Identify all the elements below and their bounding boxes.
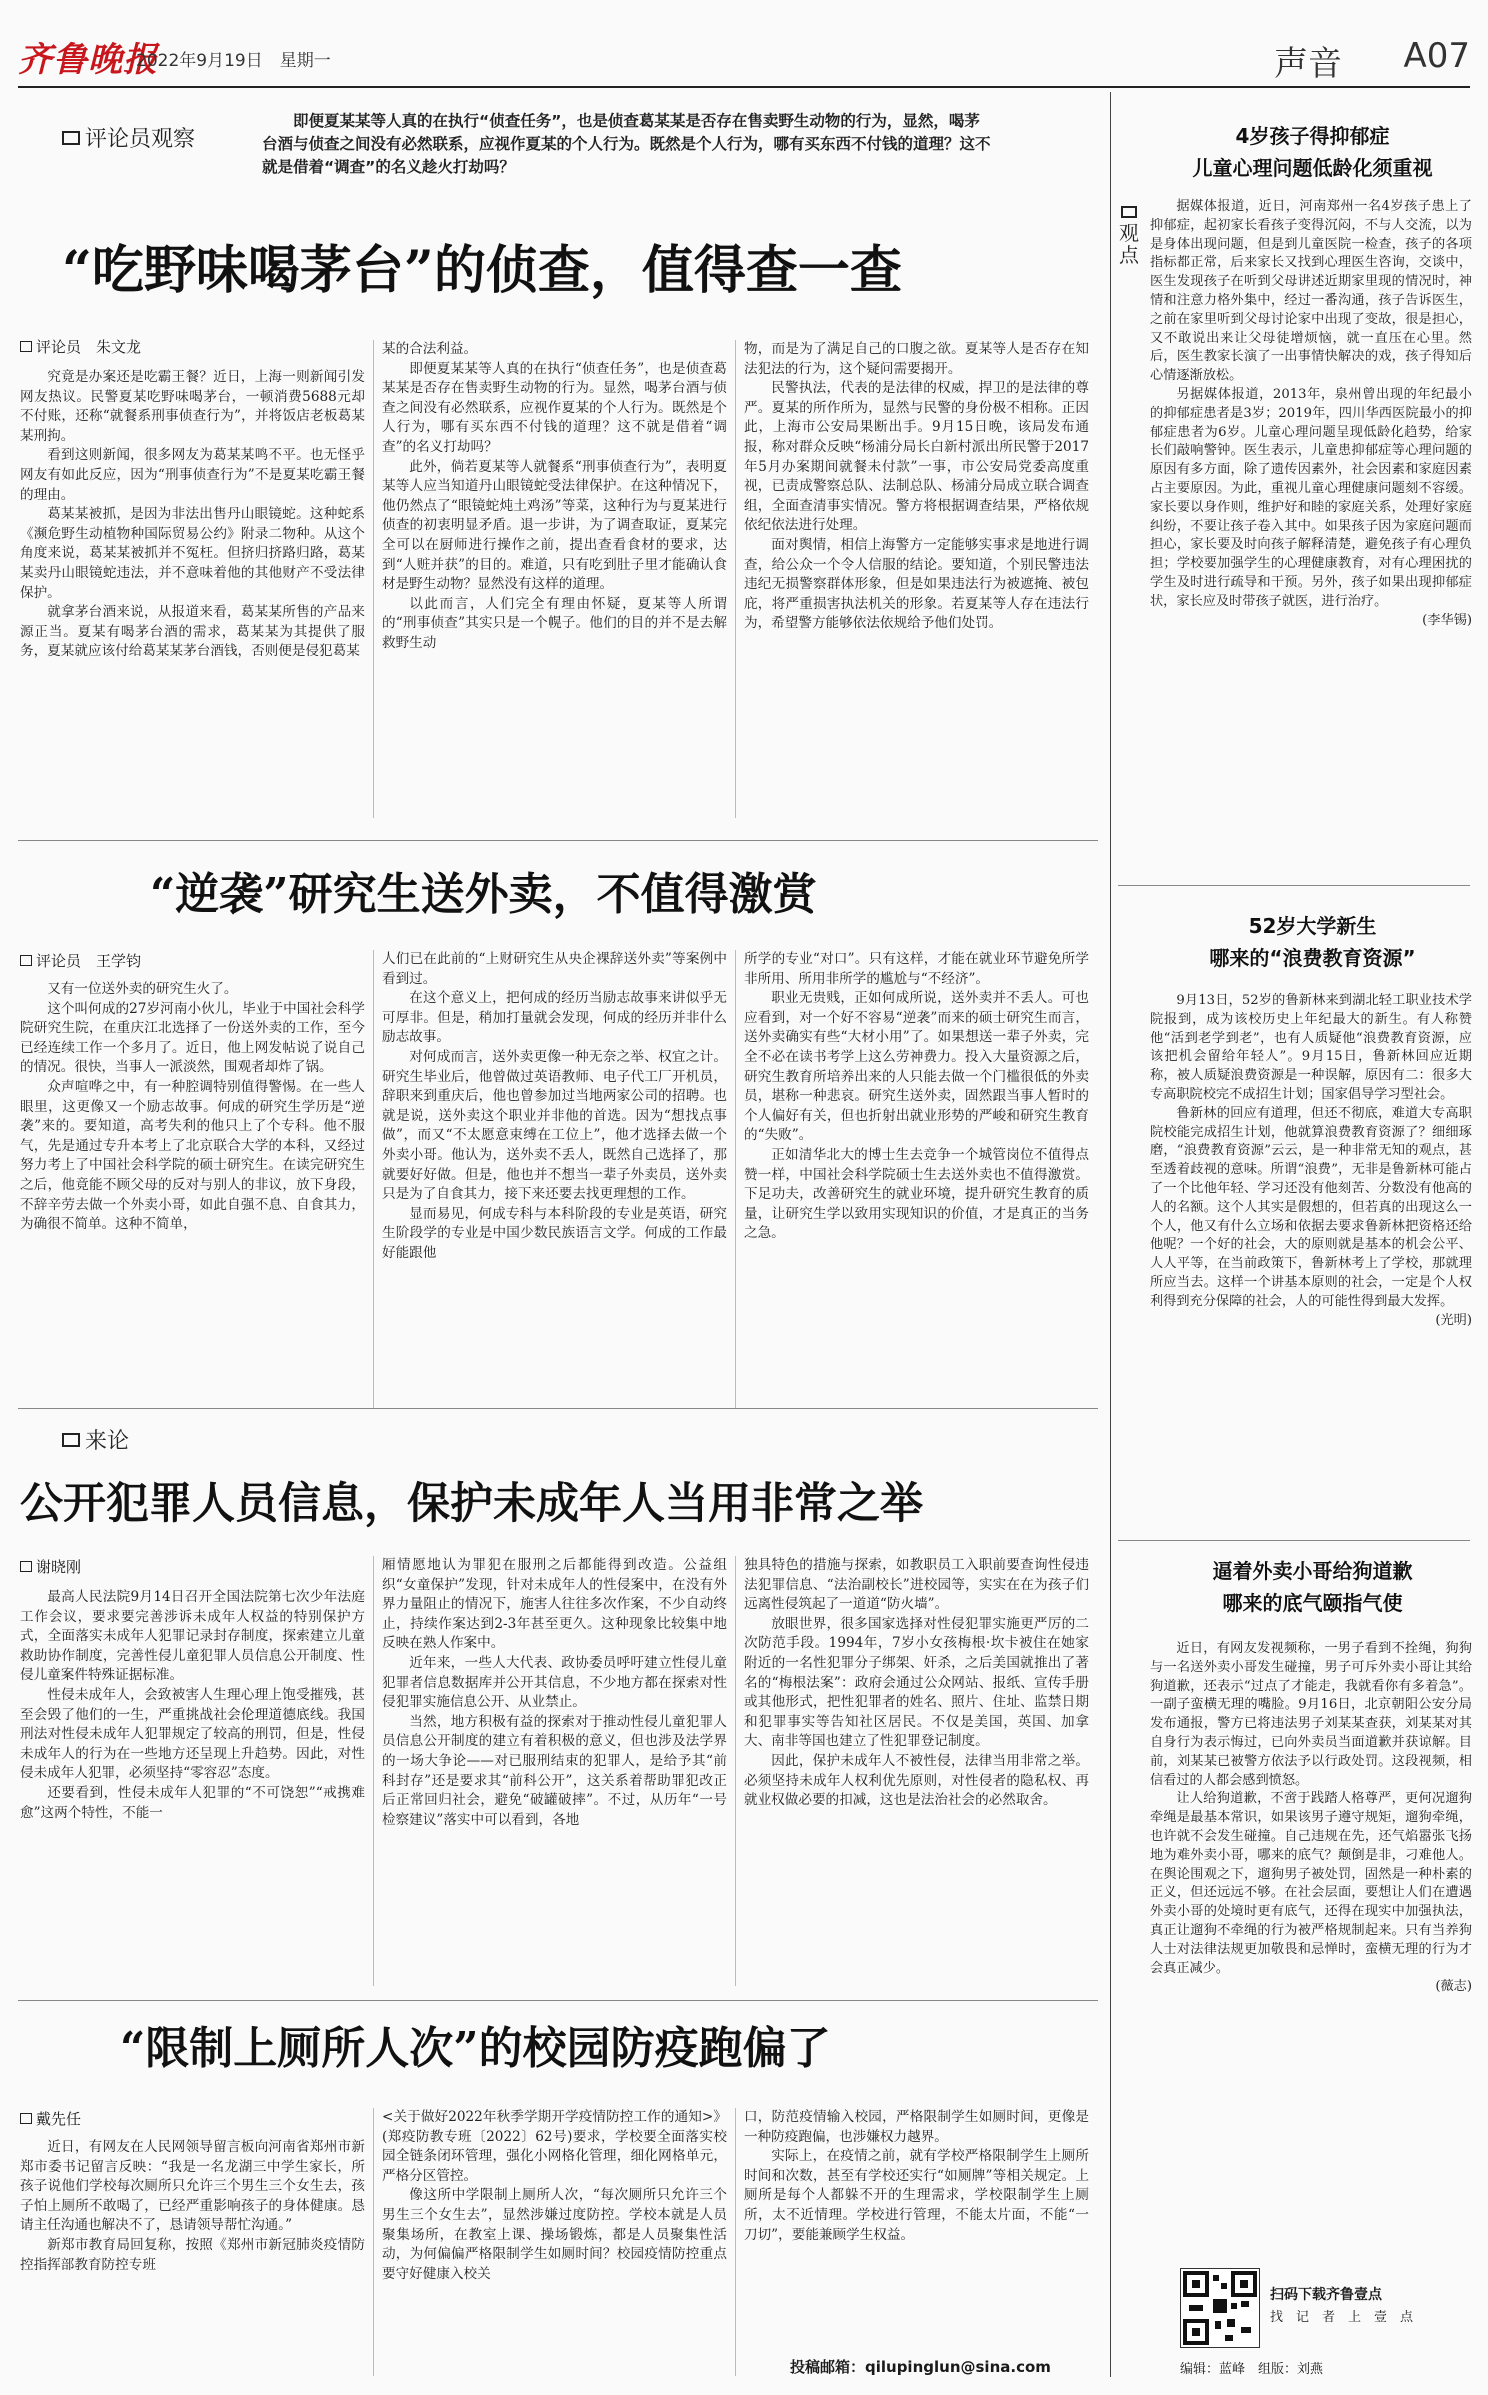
submission-email: 投稿邮箱：qilupinglun@sina.com (790, 2358, 1051, 2376)
tag-box-icon (1121, 206, 1137, 218)
article-column (744, 950, 1089, 1408)
paragraph: 又有一位送外卖的研究生火了。 (47, 981, 238, 997)
byline: 戴先任 (20, 2108, 81, 2129)
paragraph: 葛某某被抓，是因为非法出售丹山眼镜蛇。这种蛇系《濒危野生动植物种国际贸易公约》附录二物种。从这个角度来说，葛某某被抓并不冤枉。但挤归挤路归路，葛某某卖丹山眼镜蛇违法，并不意味着他的其他财产不受法律保护。 (20, 506, 365, 601)
tag-box-icon (62, 131, 80, 145)
sidebar-tag: 观点 (1118, 206, 1140, 266)
sidebar-article (1150, 198, 1472, 870)
article-column (20, 368, 365, 820)
section-name: 声音 (1274, 44, 1342, 84)
article-divider (18, 2000, 1098, 2001)
paragraph: 所学的专业“对口”。只有这样，才能在就业环节避免所学非所用、所用非所学的尴尬与“不经济”。 (744, 951, 1089, 987)
column-rule (373, 340, 374, 818)
paragraph: 众声喧哗之中，有一种腔调特别值得警惕。在一些人眼里，这更像又一个励志故事。何成的研究生学历是“逆袭”来的。要知道，高考失利的他只上了个专科。他不服气，先是通过专升本考上了北京联合大学的本科，又经过努力考上了中国社会科学院的硕士研究生。在读完研究生之后，他竟能不顾父母的反对与别人的非议，放下身段，不辞辛劳去做一个外卖小哥，如此自强不息、自食其力，为确很不简单。这种不简单， (20, 1078, 365, 1233)
paragraph: 看到这则新闻，很多网友为葛某某鸣不平。也无怪乎网友有如此反应，因为“刑事侦查行为”不是夏某吃霸王餐的理由。 (20, 447, 365, 503)
column-rule (373, 2108, 374, 2376)
article-column (744, 340, 1089, 820)
headline-line: 逼着外卖小哥给狗道歉 (1212, 1559, 1413, 1583)
paragraph: 放眼世界，很多国家选择对性侵犯罪实施更严厉的二次防范手段。1994年，7岁小女孩梅根·坎卡被住在她家附近的一名性犯罪分子绑架、奸杀，之后美国就推出了著名的“梅根法案”：政府会通过公众网站、报纸、宣传手册或其他形式，把性犯罪者的姓名、照片、住址、监禁日期和犯罪事实等告知社区居民。不仅是美国，英国、加拿大、南非等国也建立了性犯罪登记制度。 (744, 1615, 1089, 1750)
article-headline: “吃野味喝茅台”的侦查，值得查一查 (62, 240, 902, 301)
headline-line: 哪来的底气颐指气使 (1222, 1591, 1403, 1615)
tag-box-icon (62, 1433, 80, 1447)
paragraph: 职业无贵贱，正如何成所说，送外卖并不丢人。可也应看到，对一个好不容易“逆袭”而来的硕士研究生而言，送外卖确实有些“大材小用”了。如果想送一辈子外卖，完全不必在读书考学上这么劳神费力。投入大量资源之后，研究生教育所培养出来的人只能去做一个门槛很低的外卖员，堪称一种悲哀。研究生送外卖，固然跟当事人暂时的个人偏好有关，但也折射出就业形势的严峻和研究生教育的“失败”。 (744, 990, 1089, 1144)
paragraph: 某的合法利益。 (382, 341, 478, 357)
headline-line: 52岁大学新生 (1248, 914, 1377, 938)
paragraph: 即便夏某某等人真的在执行“侦查任务”，也是侦查葛某某是否存在售卖野生动物的行为。显然，喝茅台酒与侦查之间没有必然联系，应视作夏某的个人行为。既然是个人行为，哪有买东西不付钱的道理？这不就是借着“调查”的名义打劫吗？ (382, 360, 727, 455)
paragraph: 物，而是为了满足自己的口腹之欲。夏某等人是否存在知法犯法的行为，这个疑问需要揭开。 (744, 341, 1089, 377)
paragraph: 性侵未成年人，会致被害人生理心理上饱受摧残，甚至会毁了他们的一生，严重挑战社会伦理道德底线。我国刑法对性侵未成年人犯罪规定了较高的刑罚，但是，性侵未成年人的行为在一些地方还呈现上升趋势。因此，对性侵未成年人犯罪，必须坚持“零容忍”态度。 (20, 1686, 365, 1782)
column-rule (735, 950, 736, 1408)
paragraph: 正如清华北大的博士生去竞争一个城管岗位不值得点赞一样，中国社会科学院硕士生去送外卖也不值得激赏。下足功夫，改善研究生的就业环境，提升研究生教育的质量，让研究生学以致用实现知识的价值，才是真正的当务之急。 (744, 1146, 1089, 1242)
paragraph: 还要看到，性侵未成年人犯罪的“不可饶恕”“戒携难愈”这两个特性，不能一 (20, 1784, 365, 1821)
article-headline: “逆袭”研究生送外卖，不值得激赏 (150, 869, 817, 920)
headline-line: 4岁孩子得抑郁症 (1235, 124, 1390, 148)
sidebar-headline (1150, 120, 1475, 184)
paragraph: 鲁新林的回应有道理，但还不彻底，难道大专高职院校能完成招生计划，他就算浪费教育资源了？细细琢磨，“浪费教育资源”云云，是一种非常无知的观点，甚至透着歧视的意味。所谓“浪费”，无非是鲁新林可能占了一个比他年轻、学习还没有他刻苦、分数没有他高的人的名额。这个人其实是假想的，但若真的出现这么一个人，他又有什么立场和依据去要求鲁新林把资格还给他呢？一个好的社会，大的原则就是基本的机会公平、人人平等，在当前政策下，鲁新林考上了学校，那就理所应当去。这样一个讲基本原则的社会，一定是个人权利得到充分保障的社会，人的可能性得到最大发挥。 (1150, 1105, 1472, 1309)
paragraph: 近日，有网友在人民网领导留言板向河南省郑州市新郑市委书记留言反映：“我是一名龙湖三中学生家长，所孩子说他们学校每次厕所只允许三个男生三个女生去，孩子怕上厕所不敢喝了，已经严重影响孩子的身体健康。恳请主任沟通也解决不了，恳请领导帮忙沟通。” (20, 2139, 365, 2234)
paragraph: 近日，有网友发视频称，一男子看到不拴绳，狗狗与一名送外卖小哥发生碰撞，男子可斥外卖小哥让其给狗道歉，还表示“过点了才能走，我就看你有多着急”。一副子蛮横无理的嘴脸。9月16日，北京朝阳公安分局发布通报，警方已将违法男子刘某某查获，刘某某对其自身行为表示悔过，已向外卖员当面道歉并获谅解。目前，刘某某已被警方依法予以行政处罚。这段视频，相信看过的人都会感到愤怒。 (1150, 1641, 1472, 1788)
byline-box-icon (20, 1561, 32, 1572)
header-rule (18, 86, 1470, 88)
paragraph: 就拿茅台酒来说，从报道来看，葛某某所售的产品来源正当。夏某有喝茅台酒的需求，葛某某为其提供了服务，夏某就应该付给葛某某茅台酒钱，否则便是侵犯葛某 (20, 604, 365, 660)
article-headline: 公开犯罪人员信息，保护未成年人当用非常之举 (20, 1479, 923, 1529)
article-column (20, 2138, 365, 2376)
paragraph: 显而易见，何成专科与本科阶段的专业是英语，研究生阶段学的专业是中国少数民族语言文学。何成的工作最好能跟他 (382, 1205, 727, 1261)
paragraph: 让人给狗道歉，不啻于践踏人格尊严，更何况遛狗牵绳是最基本常识，如果该男子遵守规矩，遛狗牵绳，也许就不会发生碰撞。自己违规在先，还气焰嚣张飞扬地为难外卖小哥，哪来的底气？颠倒是非，刁难他人。在舆论围观之下，遛狗男子被处罚，固然是一种朴素的正义，但还远远不够。在社会层面，要想让人们在遭遇外卖小哥的处境时更有底气，还得在现实中加强执法，真正让遛狗不牵绳的行为被严格规制起来。只有当养狗人士对法律法规更加敬畏和忌惮时，蛮横无理的行为才会真正减少。 (1150, 1791, 1472, 1976)
paragraph: 最高人民法院9月14日召开全国法院第七次少年法庭工作会议，要求要完善涉诉未成年人权益的特别保护方式，全面落实未成年人犯罪记录封存制度，探索建立儿童救助协作制度，完善性侵儿童犯罪人员信息公开制度、性侵儿童案件特殊证据标准。 (20, 1589, 365, 1684)
paragraph: 另据媒体报道，2013年，泉州曾出现的年纪最小的抑郁症患者是3岁；2019年，四川华西医院最小的抑郁症患者为6岁。儿童心理问题呈现低龄化趋势，给家长们敲响警钟。医生表示，儿童患抑郁症等心理问题的原因有多方面，除了遗传因素外，社会因素和家庭因素占主要原因。为此，重视儿童心理健康问题刻不容缓。家长要以身作则，维护好和睦的家庭关系，处理好家庭纠纷，不要让孩子卷入其中。如果孩子因为家庭问题而担心，家长要及时向孩子解释清楚，避免孩子有心理负担；学校要加强学生的心理健康教育，对有心理困扰的学生及时进行疏导和干预。另外，孩子如果出现抑郁症状，家长应及时带孩子就医，进行治疗。 (1150, 386, 1472, 609)
newspaper-logo: 齐鲁晚报 (18, 40, 158, 80)
author-signature: (光明) (1435, 1312, 1472, 1328)
column-rule (373, 1556, 374, 1986)
paragraph: 据媒体报道，近日，河南郑州一名4岁孩子患上了抑郁症，起初家长看孩子变得沉闷，不与人交流，以为是身体出现问题，但是到儿童医院一检查，孩子的各项指标都正常，后来家长又找到心理医生咨询，交谈中，医生发现孩子在听到父母讲述近期家里现的情况时，神情和注意力格外集中，经过一番沟通，孩子告诉医生，之前在家里听到父母讨论家中出现了变故，很是担心，又不敢说出来让父母徒增烦恼，就一直压在心里。然后，医生教家长演了一出事情快解决的戏，孩子得知后心情逐渐放松。 (1150, 199, 1472, 384)
issue-date: 2022年9月19日 星期一 (136, 51, 331, 71)
byline: 评论员 王学钧 (20, 950, 141, 971)
author-signature: (李华锡) (1422, 612, 1472, 628)
sidebar-article (1150, 992, 1472, 1532)
paragraph: <关于做好2022年秋季学期开学疫情防控工作的通知>》(郑疫防教专班〔2022〕62号)要求，学校要全面落实校园全链条闭环管理，强化小网格化管理，细化网格单元，严格分区管控。 (382, 2109, 727, 2184)
paragraph: 面对舆情，相信上海警方一定能够实事求是地进行调查，给公众一个令人信服的结论。要知道，个别民警违法违纪无损警察群体形象，但是如果违法行为被遮掩、被包庇，将严重损害执法机关的形象。若夏某等人存在违法行为，希望警方能够依法依规给予他们处罚。 (744, 536, 1089, 632)
paragraph: 此外，倘若夏某等人就餐系“刑事侦查行为”，表明夏某等人应当知道丹山眼镜蛇受法律保护。在这种情况下，他仍然点了“眼镜蛇炖土鸡汤”等菜，这种行为与夏某进行侦查的初衷明显矛盾。退一步讲，为了调查取证，夏某完全可以在厨师进行操作之前，提出查看食材的要求，达到“人赃并获”的目的。难道，只有吃到肚子里才能确认食材是野生动物？显然没有这样的道理。 (382, 458, 727, 593)
headline-line: 哪来的“浪费教育资源” (1209, 946, 1416, 970)
article-column (744, 2108, 1089, 2348)
article-column (382, 340, 727, 820)
article-headline: “限制上厕所人次”的校园防疫跑偏了 (120, 2023, 831, 2074)
sidebar-divider (1118, 1540, 1470, 1541)
byline-box-icon (20, 341, 32, 352)
sidebar-divider (1110, 92, 1111, 2377)
paragraph: 像这所中学限制上厕所人次，“每次厕所只允许三个男生三个女生去”，显然涉嫌过度防控。学校本就是人员聚集场所，在教室上课、操场锻炼，都是人员聚集性活动，为何偏偏严格限制学生如厕时间？校园疫情防控重点要守好健康入校关 (382, 2187, 727, 2282)
article-column (382, 1556, 727, 1986)
article-column (20, 1588, 365, 1986)
article-column (20, 980, 365, 1408)
qr-caption: 扫码下载齐鲁壹点 (1270, 2287, 1382, 2303)
column-rule (735, 2108, 736, 2376)
paragraph: 口，防范疫情输入校园，严格限制学生如厕时间，更像是一种防疫跑偏，也涉嫌权力越界。 (744, 2109, 1089, 2145)
byline-box-icon (20, 955, 32, 966)
paragraph: 以此而言，人们完全有理由怀疑，夏某等人所谓的“刑事侦查”其实只是一个幌子。他们的目的并不是去解救野生动 (382, 595, 727, 651)
paragraph: 当然，地方积极有益的探索对于推动性侵儿童犯罪人员信息公开制度的建立有着积极的意义，但也涉及法学界的一场大争论——对已服刑结束的犯罪人，是给予其“前科封存”还是要求其“前科公开”，这关系着帮助罪犯改正后正常回归社会，避免“破罐破摔”。不过，从历年“一号检察建议”落实中可以看到，各地 (382, 1713, 727, 1828)
column-rule (373, 950, 374, 1408)
paragraph: 人们已在此前的“上财研究生从央企裸辞送外卖”等案例中看到过。 (382, 951, 727, 987)
paragraph: 实际上，在疫情之前，就有学校严格限制学生上厕所时间和次数，甚至有学校还实行“如厕牌”等相关规定。上厕所是每个人都躲不开的生理需求，学校限制学生上厕所，太不近情理。学校进行管理，不能太片面，不能“一刀切”，要能兼顾学生权益。 (744, 2148, 1089, 2243)
paragraph: 新郑市教育局回复称，按照《郑州市新冠肺炎疫情防控指挥部教育防控专班 (20, 2236, 365, 2273)
page-number: A07 (1403, 36, 1470, 76)
column-rule (735, 340, 736, 818)
paragraph: 究竟是办案还是吃霸王餐？近日，上海一则新闻引发网友热议。民警夏某吃野味喝茅台，一顿消费5688元却不付账，还称“就餐系刑事侦查行为”，并将饭店老板葛某某刑拘。 (20, 369, 365, 444)
article-divider (18, 1408, 1098, 1409)
section-tag: 评论员观察 (62, 122, 195, 153)
qr-code[interactable] (1180, 2268, 1260, 2348)
article-divider (18, 840, 1098, 841)
paragraph: 在这个意义上，把何成的经历当励志故事来讲似乎无可厚非。但是，稍加打量就会发现，何成的经历并非什么励志故事。 (382, 990, 727, 1046)
headline-line: 儿童心理问题低龄化须重视 (1192, 156, 1433, 180)
byline-box-icon (20, 2113, 32, 2124)
article-lead: 即便夏某某等人真的在执行“侦查任务”，也是侦查葛某某是否存在售卖野生动物的行为，显然，喝茅台酒与侦查之间没有必然联系，应视作夏某的个人行为。既然是个人行为，哪有买东西不付钱的道理？这不就是借着“调查”的名义趁火打劫吗？ (262, 112, 991, 176)
paragraph: 独具特色的措施与探索，如教职员工入职前要查询性侵违法犯罪信息、“法治副校长”进校园等，实实在在为孩子们远离性侵筑起了一道道“防火墙”。 (744, 1557, 1089, 1613)
byline: 评论员 朱文龙 (20, 336, 141, 357)
article-column (382, 2108, 727, 2376)
paragraph: 对何成而言，送外卖更像一种无奈之举、权宜之计。研究生毕业后，他曾做过英语教师、电子代工厂开机员，辞职来到重庆后，他也曾参加过当地两家公司的招聘。也就是说，送外卖这个职业并非他的首选。因为“想找点事做”，而又“不太愿意束缚在工位上”，他才选择去做一个外卖小哥。他认为，送外卖不丢人，既然自己选择了，那就要好好做。但是，他也并不想当一辈子外卖员，送外卖只是为了自食其力，接下来还要去找更理想的工作。 (382, 1048, 727, 1203)
paragraph: 因此，保护未成年人不被性侵，法律当用非常之举。必须坚持未成年人权利优先原则，对性侵者的隐私权、再就业权做必要的扣减，这也是法治社会的必然取舍。 (744, 1752, 1089, 1809)
sidebar-divider (1118, 885, 1470, 886)
sidebar-article (1150, 1640, 1472, 2240)
byline: 谢晓刚 (20, 1556, 81, 1577)
paragraph: 近年来，一些人大代表、政协委员呼吁建立性侵儿童犯罪者信息数据库并公开其信息，不少地方都在探索对性侵犯罪实施信息公开、从业禁止。 (382, 1654, 727, 1711)
paragraph: 民警执法，代表的是法律的权威，捍卫的是法律的尊严。夏某的所作所为，显然与民警的身份极不相称。正因此，上海市公安局果断出手。9月15日晚，该局发布通报，称对群众反映“杨浦分局长白新村派出所民警于2017年5月办案期间就餐未付款”一事，市公安局党委高度重视，已责成警察总队、法制总队、杨浦分局成立联合调查组，全面查清事实情况。警方将根据调查结果，严格依规依纪依法进行处理。 (744, 380, 1089, 534)
paragraph: 9月13日，52岁的鲁新林来到湖北轻工职业技术学院报到，成为该校历史上年纪最大的新生。有人称赞他“活到老学到老”，也有人质疑他“浪费教育资源，应该把机会留给年轻人”。9月15日，鲁新林回应近期称，被人质疑浪费资源是一种误解，原因有二：很多大专高职院校完不成招生计划；国家倡导学习型社会。 (1150, 993, 1472, 1102)
column-rule (735, 1556, 736, 1986)
paragraph: 这个叫何成的27岁河南小伙儿，毕业于中国社会科学院研究生院，在重庆江北选择了一份送外卖的工作，至今已经连续工作一个多月了。近日，他上网发帖说了说自己的情况。很快，当事人一派淡然，围观者却炸了锅。 (20, 1000, 365, 1076)
article-column (744, 1556, 1089, 1986)
article-column (382, 950, 727, 1408)
sidebar-headline (1150, 1555, 1475, 1619)
qr-subcaption: 找 记 者 上 壹 点 (1270, 2310, 1414, 2325)
section-tag: 来论 (62, 1424, 129, 1455)
sidebar-headline (1150, 910, 1475, 974)
author-signature: (薇志) (1435, 1979, 1472, 1995)
editor-credit: 编辑：蓝峰 组版：刘燕 (1180, 2362, 1324, 2377)
qr-code-icon (1181, 2269, 1259, 2347)
paragraph: 厢情愿地认为罪犯在服刑之后都能得到改造。公益组织“女童保护”发现，针对未成年人的性侵案中，在没有外界力量阻止的情况下，施害人往往多次作案，不少自动终止，持续作案达到2-3年甚至更久。这种现象比较集中地反映在熟人作案中。 (382, 1557, 727, 1652)
page-header (18, 30, 1470, 82)
